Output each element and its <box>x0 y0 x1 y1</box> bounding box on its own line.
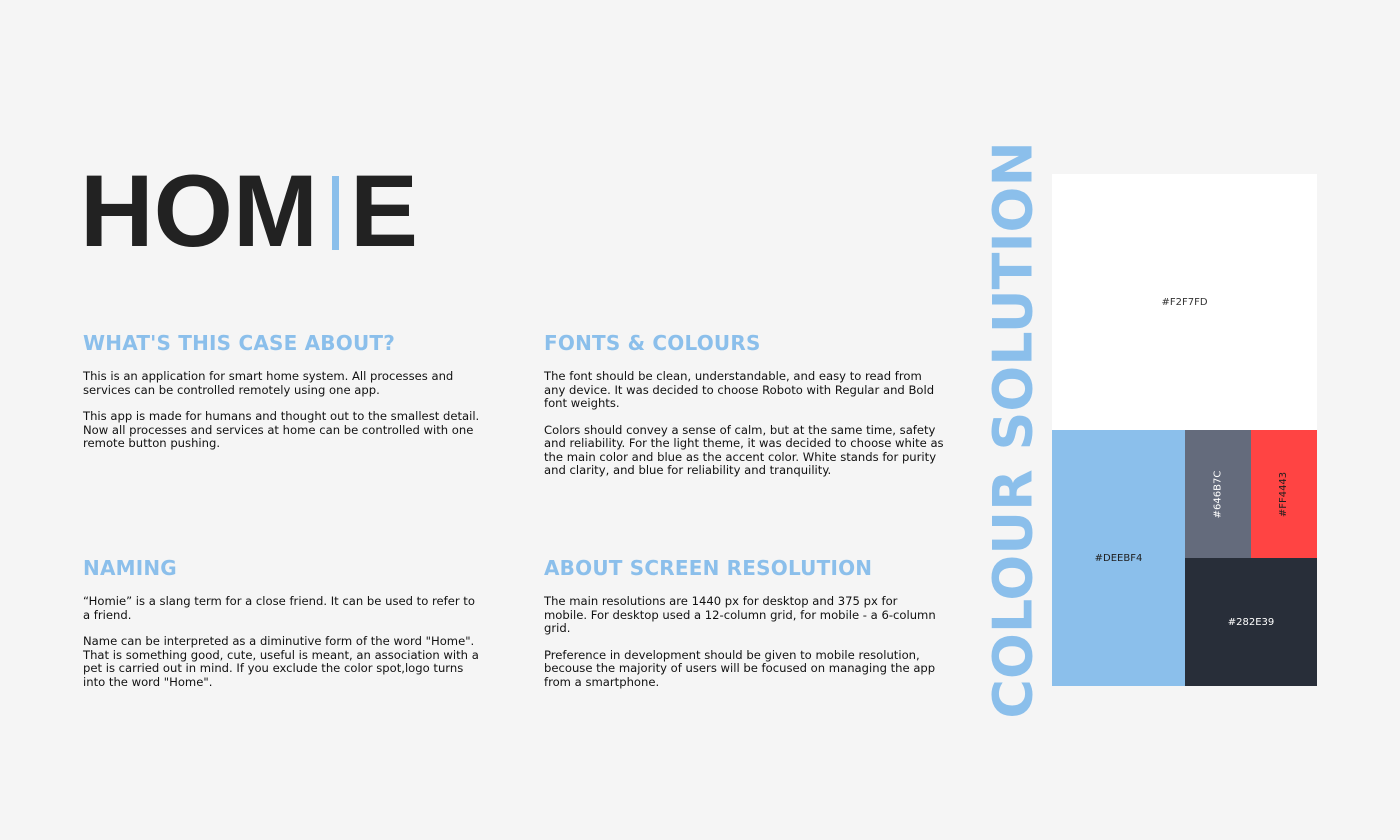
section-title-naming: NAMING <box>83 556 177 580</box>
section-case-about <box>83 331 483 464</box>
colour-solution-title <box>982 141 1045 719</box>
swatch-label: #DEEBF4 <box>1094 552 1143 564</box>
section-title-screen-resolution: ABOUT SCREEN RESOLUTION <box>544 556 873 580</box>
homie-logo <box>80 154 419 268</box>
section-paragraph: The main resolutions are 1440 px for desktop and 375 px for mobile. For desktop used a 12-column grid, for mobile - a 6-column grid. <box>544 594 936 635</box>
section-paragraph: “Homie” is a slang term for a close friend. It can be used to refer to a friend. <box>83 594 475 622</box>
swatch-label: #F2F7FD <box>1161 296 1208 308</box>
swatch-label: #282E39 <box>1227 616 1275 628</box>
swatch-dark <box>1185 558 1317 686</box>
swatch-grey <box>1185 430 1251 558</box>
swatch-red <box>1251 430 1317 558</box>
section-title-fonts-colours: FONTS & COLOURS <box>544 331 761 355</box>
section-screen-resolution <box>544 556 944 702</box>
swatch-label: #646B7C <box>1212 470 1224 518</box>
section-paragraph: This app is made for humans and thought out to the smallest detail. Now all processes and services at home can be controlled with one remote button pushing. <box>83 409 480 450</box>
section-paragraph: This is an application for smart home system. All processes and services can be controlled remotely using one app. <box>83 369 454 397</box>
colour-solution-title-text: COLOUR SOLUTION <box>982 141 1045 719</box>
swatch-label: #FF4443 <box>1278 471 1290 517</box>
section-paragraph: The font should be clean, understandable, and easy to read from any device. It was decided to choose Roboto with Regular and Bold font weights. <box>544 369 935 410</box>
logo-text-e: E <box>349 154 419 268</box>
section-paragraph: Name can be interpreted as a diminutive form of the word "Home". That is something good, cute, useful is meant, an association with a pet is carried out in mind. If you exclude the color spot,logo turns into the word "Home". <box>83 634 479 689</box>
swatch-white <box>1052 174 1317 430</box>
section-naming <box>83 556 483 702</box>
logo-accent-bar <box>332 176 339 250</box>
section-fonts-colours <box>544 331 944 491</box>
section-paragraph: Preference in development should be given to mobile resolution, becouse the majority of users will be focused on managing the app from a smartphone. <box>544 647 936 689</box>
section-paragraph: Colors should convey a sense of calm, but at the same time, safety and reliability. For the light theme, it was decided to choose white as the main color and blue as the accent color. White stands for purity and clarity, and blue for reliability and tranquility. <box>544 422 944 477</box>
logo-text-hom: HOM <box>80 154 318 268</box>
swatch-blue <box>1052 430 1185 686</box>
section-title-case-about: WHAT'S THIS CASE ABOUT? <box>83 331 396 355</box>
